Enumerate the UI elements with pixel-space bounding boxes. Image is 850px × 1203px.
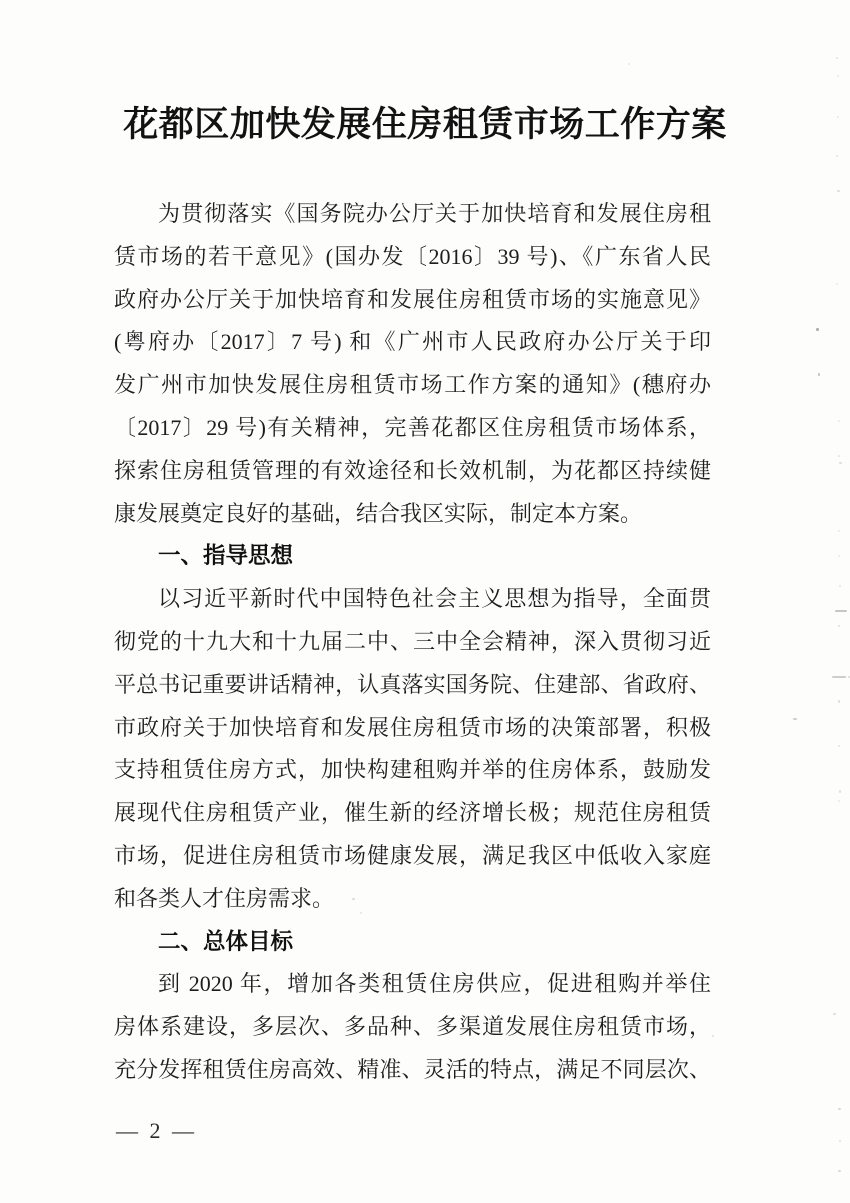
text-line: 以习近平新时代中国特色社会主义思想为指导，全面贯	[158, 586, 711, 612]
document-title: 花都区加快发展住房租赁市场工作方案	[123, 105, 727, 144]
scan-speck	[833, 1013, 836, 1015]
scan-speck	[839, 790, 841, 793]
text-line: 市场，促进住房租赁市场健康发展，满足我区中低收入家庭	[114, 842, 711, 868]
scan-speck	[712, 1035, 714, 1037]
scan-speck	[838, 800, 840, 802]
scan-speck	[838, 625, 840, 627]
scan-speck	[838, 1170, 841, 1172]
text-line: 市政府关于加快培育和发展住房租赁市场的决策部署，积极	[114, 714, 711, 740]
text-line: 为贯彻落实《国务院办公厅关于加快培育和发展住房租	[158, 201, 711, 226]
scan-speck	[816, 328, 819, 331]
scan-speck	[838, 455, 840, 457]
text-line: 展现代住房租赁产业，催生新的经济增长极；规范住房租赁	[114, 800, 711, 826]
scan-speck	[836, 57, 838, 59]
scan-speck	[839, 585, 841, 587]
scan-speck	[837, 75, 839, 77]
scan-speck	[839, 462, 842, 464]
section-heading-overall-goals: 二、总体目标	[158, 928, 294, 954]
scan-speck	[836, 283, 838, 285]
text-line: 房体系建设，多层次、多品种、多渠道发展住房租赁市场，	[114, 1014, 711, 1040]
section-heading-guiding-ideology: 一、指导思想	[158, 543, 294, 569]
text-line: 彻党的十九大和十九届二中、三中全会精神，深入贯彻习近	[114, 628, 711, 654]
scan-speck	[839, 1140, 841, 1142]
scan-speck	[838, 700, 840, 703]
text-line: 探索住房租赁管理的有效途径和长效机制，为花都区持续健	[114, 457, 711, 483]
scan-speck	[837, 190, 840, 192]
text-line: 支持租赁住房方式，加快构建租购并举的住房体系，鼓励发	[114, 757, 711, 783]
scan-speck	[838, 420, 840, 422]
scan-speck	[838, 745, 840, 747]
scan-speck	[836, 155, 838, 157]
text-line: 政府办公厅关于加快培育和发展住房租赁市场的实施意见》	[114, 286, 711, 312]
scan-speck	[832, 676, 846, 678]
scan-speck	[838, 555, 840, 557]
document-body	[114, 193, 711, 1092]
scan-speck	[793, 718, 797, 720]
scan-speck	[838, 1108, 841, 1110]
text-line: 康发展奠定良好的基础，结合我区实际，制定本方案。	[114, 500, 643, 526]
scan-speck	[835, 610, 847, 612]
text-line: (粤府办〔2017〕7 号) 和《广州市人民政府办公厅关于印	[114, 329, 711, 355]
text-line: 赁市场的若干意见》(国办发〔2016〕39 号)、《广东省人民	[114, 243, 711, 269]
text-line: 和各类人才住房需求。	[114, 885, 335, 911]
text-line: 平总书记重要讲话精神，认真落实国务院、住建部、省政府、	[114, 671, 711, 697]
scan-speck	[628, 63, 630, 65]
text-line: 〔2017〕29 号)有关精神，完善花都区住房租赁市场体系，	[114, 414, 711, 440]
scan-speck	[818, 373, 820, 376]
text-line: 到 2020 年，增加各类租赁住房供应，促进租购并举住	[158, 971, 711, 997]
page-number: — 2 —	[116, 1118, 197, 1143]
scan-speck	[838, 530, 840, 532]
text-line: 充分发挥租赁住房高效、精准、灵活的特点，满足不同层次、	[114, 1056, 711, 1082]
text-line: 发广州市加快发展住房租赁市场工作方案的通知》(穗府办	[114, 372, 711, 398]
